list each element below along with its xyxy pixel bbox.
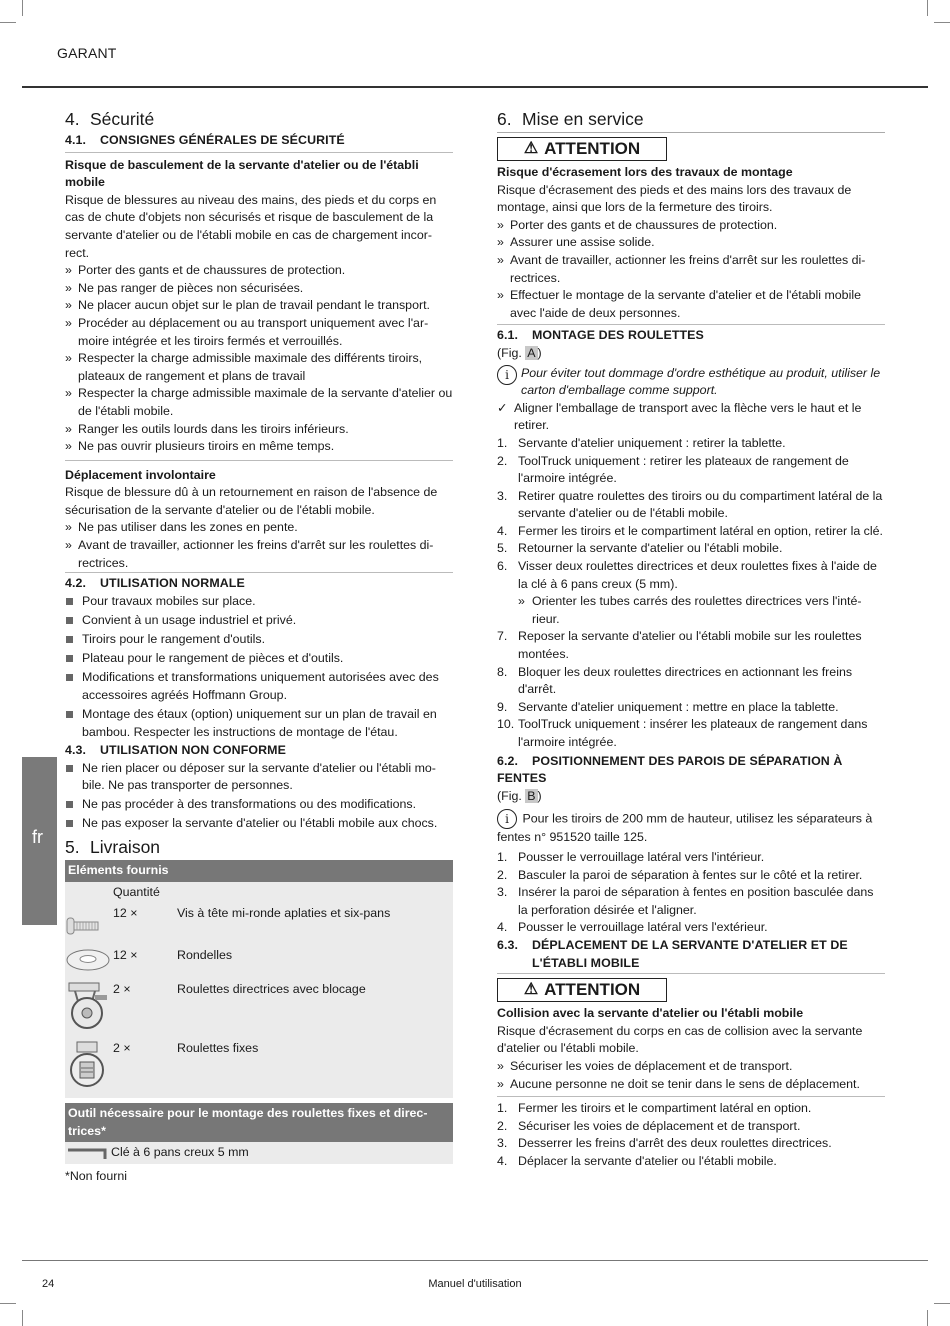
crop-mark: [934, 22, 950, 23]
list-item: » Orienter les tubes carrés des roulettes directrices vers l'inté- rieur.: [518, 593, 885, 628]
steps-list: [497, 628, 885, 751]
hex-key-icon: [67, 1146, 111, 1160]
misuse-list: [65, 760, 453, 833]
table-header: Eléments fournis: [65, 860, 453, 882]
step-item: 3. Desserrer les freins d'arrêt des deux roulettes directrices.: [497, 1136, 832, 1151]
risk-title: Risque d'écrasement lors des travaux de montage: [497, 165, 793, 179]
list-item: » Respecter la charge admissible maximale des différents tiroirs, plateaux de rangement et plans de travail: [65, 350, 453, 385]
info-icon: i: [497, 365, 517, 385]
risk-title: Collision avec la servante d'atelier ou l'établi mobile: [497, 1006, 804, 1021]
risk-list: [497, 1058, 885, 1093]
list-item: » Ne pas utiliser dans les zones en pente.: [65, 519, 453, 537]
quantity: 12 ×: [113, 903, 177, 945]
list-item: » Ne pas ranger de pièces non sécurisées.: [65, 280, 453, 298]
step-item: 10. ToolTruck uniquement : insérer les plateaux de rangement dans l'armoire intégrée.: [497, 717, 868, 749]
left-column: [65, 106, 453, 1185]
step-item: 4. Pousser le verrouillage latéral vers l'extérieur.: [497, 920, 768, 935]
sub-list: [497, 593, 885, 628]
step-item: 1. Fermer les tiroirs et le compartiment latéral en option.: [497, 1101, 812, 1116]
footnote: *Non fourni: [65, 1168, 127, 1183]
footer-rule: [22, 1260, 928, 1261]
item-description: Roulettes directrices avec blocage: [177, 979, 453, 1039]
list-item: Montage des étaux (option) uniquement sur un plan de travail en bambou. Respecter les instructions de montage de l'étau.: [65, 706, 453, 741]
list-item: » Respecter la charge admissible maximale de la servante d'atelier ou de l'établi mobile.: [65, 385, 453, 420]
list-item: » Porter des gants et de chaussures de protection.: [65, 262, 453, 280]
section-title-securite: 4. Sécurité: [65, 109, 155, 129]
step-item: 2. Sécuriser les voies de déplacement et de transport.: [497, 1118, 801, 1133]
check-list: [497, 400, 885, 435]
risk-title: Risque de basculement de la servante d'atelier ou de l'établi mobile: [65, 157, 419, 190]
table-row: [65, 945, 453, 979]
crop-mark: [934, 1303, 950, 1304]
list-item: » Aucune personne ne doit se tenir dans le sens de déplacement.: [497, 1076, 885, 1094]
list-item: » Effectuer le montage de la servante d'atelier et de l'établi mobile avec l'aide de deux personnes.: [497, 287, 885, 322]
list-item: ✓ Aligner l'emballage de transport avec la flèche vers le haut et le retirer.: [497, 400, 885, 435]
table-header-tool: Outil nécessaire pour le montage des roulettes fixes et direc- trices*: [65, 1103, 453, 1142]
risk-text: Risque d'écrasement du corps en cas de collision avec la servante d'atelier ou l'établi mobile.: [497, 1023, 863, 1056]
item-description: Vis à tête mi-ronde aplaties et six-pans: [177, 903, 453, 945]
list-item: » Sécuriser les voies de déplacement et de transport.: [497, 1058, 885, 1076]
swivel-caster-icon: [65, 981, 111, 1031]
risk-text: Risque de blessures au niveau des mains, des pieds et du corps en cas de chute d'objets non sécurisés et risque de basculement de la servante d'atelier ou de l'établi mobile en cas de chargement incor- rect.: [65, 192, 437, 260]
list-item: » Ne placer aucun objet sur le plan de travail pendant le transport.: [65, 297, 453, 315]
page-number: 24: [42, 1278, 55, 1290]
table-row: [65, 979, 453, 1039]
crop-mark: [927, 0, 928, 16]
figure-badge-a: A: [527, 345, 536, 360]
list-item: » Porter des gants et de chaussures de protection.: [497, 217, 885, 235]
attention-box: ⚠ ATTENTION: [497, 137, 667, 161]
warning-icon: ⚠: [523, 981, 539, 999]
list-item: » Avant de travailler, actionner les freins d'arrêt sur les roulettes di- rectrices.: [65, 537, 453, 572]
section-title-livraison: 5. Livraison: [65, 837, 161, 858]
list-item: Convient à un usage industriel et privé.: [65, 612, 453, 630]
table-row: [65, 1142, 453, 1164]
figure-reference: (Fig. A ): [497, 345, 542, 360]
crop-mark: [927, 1310, 928, 1326]
step-item: 1. Servante d'atelier uniquement : retirer la tablette.: [497, 435, 786, 450]
screw-icon: [65, 915, 101, 937]
header-rule: [22, 86, 928, 88]
step-item: 4. Déplacer la servante d'atelier ou l'établi mobile.: [497, 1153, 777, 1168]
item-description: Roulettes fixes: [177, 1038, 453, 1098]
info-icon: i: [497, 809, 517, 829]
list-item: Ne pas procéder à des transformations ou des modifications.: [65, 796, 453, 814]
list-item: Tiroirs pour le rangement d'outils.: [65, 631, 453, 649]
step-item: 2. Basculer la paroi de séparation à fentes sur le côté et la retirer.: [497, 867, 863, 882]
step-item: 2. ToolTruck uniquement : retirer les plateaux de rangement de l'armoire intégrée.: [497, 453, 849, 486]
list-item: Plateau pour le rangement de pièces et d'outils.: [65, 650, 453, 668]
tool-description: Clé à 6 pans creux 5 mm: [111, 1145, 249, 1160]
delivery-table: [65, 860, 453, 1164]
steps-list: [497, 435, 885, 593]
subsection-title-6-2: 6.2. POSITIONNEMENT DES PAROIS DE SÉPARATION À FENTES: [497, 753, 843, 786]
crop-mark: [0, 1303, 16, 1304]
figure-badge-b: B: [527, 788, 536, 803]
subsection-title-6-3: 6.3. DÉPLACEMENT DE LA SERVANTE D'ATELIER ET DE L'ÉTABLI MOBILE: [497, 937, 885, 974]
steps-list: [497, 1096, 885, 1170]
item-description: Rondelles: [177, 945, 453, 979]
step-item: 3. Insérer la paroi de séparation à fentes en position basculée dans la perforation désirée et l'aligner.: [497, 885, 874, 917]
crop-mark: [0, 22, 16, 23]
attention-box: ⚠ ATTENTION: [497, 978, 667, 1002]
risk-list: [65, 262, 453, 456]
subsection-title-4-1: 4.1. CONSIGNES GÉNÉRALES DE SÉCURITÉ: [65, 132, 453, 153]
risk-list: [65, 519, 453, 572]
quantity: 2 ×: [113, 979, 177, 1039]
list-item: » Ranger les outils lourds dans les tiroirs inférieurs.: [65, 421, 453, 439]
figure-reference: (Fig. B ): [497, 788, 542, 803]
fixed-caster-icon: [65, 1040, 111, 1090]
table-row: [65, 903, 453, 945]
brand-header: GARANT: [57, 45, 117, 61]
step-item: 1. Pousser le verrouillage latéral vers l'intérieur.: [497, 849, 765, 864]
warning-icon: ⚠: [523, 140, 539, 158]
step-item: 7. Reposer la servante d'atelier ou l'établi mobile sur les roulettes montées.: [497, 629, 862, 662]
list-item: Ne pas exposer la servante d'atelier ou l'établi mobile aux chocs.: [65, 815, 453, 833]
steps-list: [497, 849, 885, 937]
risk-text: Risque de blessure dû à un retournement en raison de l'absence de sécurisation de la servante d'atelier ou de l'établi mobile.: [65, 485, 438, 517]
list-item: Ne rien placer ou déposer sur la servante d'atelier ou l'établi mo- bile. Ne pas transporter de personnes.: [65, 760, 453, 795]
subsection-title-4-3: 4.3. UTILISATION NON CONFORME: [65, 743, 286, 758]
usage-list: [65, 593, 453, 741]
step-item: 9. Servante d'atelier uniquement : mettre en place la tablette.: [497, 699, 839, 714]
risk-text: Risque d'écrasement des pieds et des mains lors des travaux de montage, ainsi que lors de la fermeture des tiroirs.: [497, 182, 852, 215]
info-note: i Pour éviter tout dommage d'ordre esthétique au produit, utiliser le carton d'emballage comme support.: [497, 365, 885, 400]
quantity: 12 ×: [113, 945, 177, 979]
quantity: 2 ×: [113, 1038, 177, 1098]
list-item: Pour travaux mobiles sur place.: [65, 593, 453, 611]
crop-mark: [22, 1310, 23, 1326]
language-tab: fr: [22, 757, 57, 925]
list-item: » Procéder au déplacement ou au transport uniquement avec l'ar- moire intégrée et les tiroirs fermés et verrouillés.: [65, 315, 453, 350]
footer-title: Manuel d'utilisation: [428, 1278, 522, 1290]
list-item: » Assurer une assise solide.: [497, 234, 885, 252]
step-item: 4. Fermer les tiroirs et le compartiment latéral en option, retirer la clé.: [497, 523, 883, 538]
step-item: 6. Visser deux roulettes directrices et deux roulettes fixes à l'aide de la clé à 6 pans creux (5 mm).: [497, 559, 877, 591]
step-item: 8. Bloquer les deux roulettes directrices en actionnant les freins d'arrêt.: [497, 664, 853, 697]
subsection-title-4-2: 4.2. UTILISATION NORMALE: [65, 572, 453, 593]
list-item: Modifications et transformations uniquement autorisées avec des accessoires agréés Hoffmann Group.: [65, 669, 453, 704]
section-title-mise-en-service: 6. Mise en service: [497, 106, 885, 133]
list-item: » Avant de travailler, actionner les freins d'arrêt sur les roulettes di- rectrices.: [497, 252, 885, 287]
column-header-quantity: Quantité: [113, 882, 177, 904]
info-note: i Pour les tiroirs de 200 mm de hauteur, utilisez les séparateurs à fentes n° 951520 taille 125.: [497, 809, 885, 847]
subsection-title-6-1: 6.1. MONTAGE DES ROULETTES: [497, 324, 885, 345]
list-item: » Ne pas ouvrir plusieurs tiroirs en même temps.: [65, 438, 453, 456]
risk-title: Déplacement involontaire: [65, 467, 216, 482]
crop-mark: [22, 0, 23, 16]
right-column: [497, 106, 885, 1170]
risk-list: [497, 217, 885, 323]
table-row: [65, 1038, 453, 1098]
step-item: 3. Retirer quatre roulettes des tiroirs ou du compartiment latéral de la servante d'atelier ou de l'établi mobile.: [497, 488, 883, 521]
washer-icon: [65, 947, 111, 971]
step-item: 5. Retourner la servante d'atelier ou l'établi mobile.: [497, 541, 783, 556]
